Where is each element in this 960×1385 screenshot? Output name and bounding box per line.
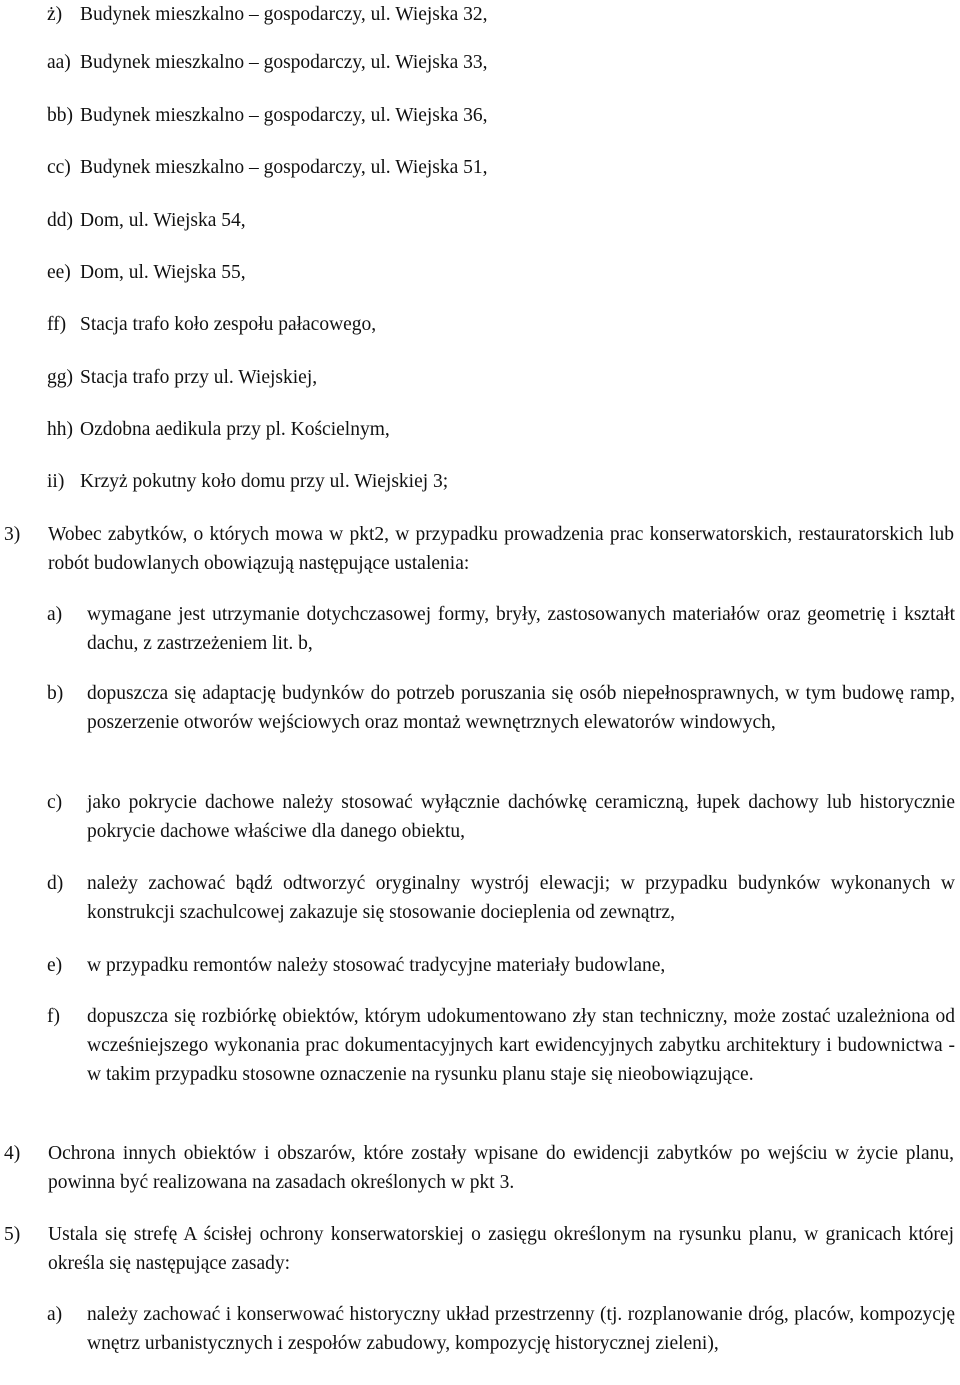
paragraph-number: 4) (4, 1143, 21, 1164)
list-item (47, 363, 317, 392)
list-item (47, 153, 488, 182)
list-item-text: Dom, ul. Wiejska 54, (80, 210, 246, 231)
list-item-text: Stacja trafo przy ul. Wiejskiej, (80, 367, 318, 388)
list-item-label: bb) (47, 105, 73, 126)
sub-item-text: dopuszcza się rozbiórkę obiektów, którym udokumentowano zły stan techniczny, może zostać uzależniona od wcześniejszego wykonania prac dokumentacyjnych kart ewidencyjnych zabytku architektury i budownictwa - w takim przypadku stosowne oznaczenie na rysunku planu staje się nieobowiązujące. (87, 1006, 955, 1085)
list-item (47, 310, 376, 339)
list-item (47, 415, 390, 444)
sub-item-label: d) (47, 873, 64, 894)
list-item-text: Budynek mieszkalno – gospodarczy, ul. Wiejska 36, (80, 105, 488, 126)
sub-item-label: a) (47, 1304, 63, 1325)
sub-item-text: należy zachować i konserwować historyczny układ przestrzenny (tj. rozplanowanie dróg, placów, kompozycję wnętrz urbanistycznych i zespołów zabudowy, kompozycję historycznej zieleni), (87, 1304, 955, 1354)
sub-item-e (47, 951, 955, 980)
sub-item-d (47, 869, 955, 927)
list-item-text: Dom, ul. Wiejska 55, (80, 262, 246, 283)
list-item (47, 48, 488, 77)
list-item-text: Ozdobna aedikula przy pl. Kościelnym, (80, 419, 390, 440)
list-item-text: Budynek mieszkalno – gospodarczy, ul. Wiejska 33, (80, 52, 488, 73)
list-item-text: Budynek mieszkalno – gospodarczy, ul. Wiejska 32, (80, 4, 488, 25)
sub-item-label: c) (47, 792, 63, 813)
list-item (47, 258, 246, 287)
list-item-label: gg) (47, 367, 73, 388)
list-item-text: Krzyż pokutny koło domu przy ul. Wiejskiej 3; (80, 471, 449, 492)
sub-item-text: dopuszcza się adaptację budynków do potrzeb poruszania się osób niepełnosprawnych, w tym budowę ramp, poszerzenie otworów wejściowych oraz montaż wewnętrznych elewatorów windowych, (87, 683, 955, 733)
list-item-label: ee) (47, 262, 71, 283)
list-item-label: cc) (47, 157, 71, 178)
sub-item-a (47, 1300, 955, 1358)
sub-item-label: a) (47, 604, 63, 625)
paragraph-number: 3) (4, 524, 21, 545)
paragraph-text: Ustala się strefę A ścisłej ochrony konserwatorskiej o zasięgu określonym na rysunku planu, w granicach której określa się następujące zasady: (48, 1224, 954, 1274)
sub-item-a (47, 600, 955, 658)
sub-item-text: jako pokrycie dachowe należy stosować wyłącznie dachówkę ceramiczną, łupek dachowy lub historycznie pokrycie dachowe właściwe dla danego obiektu, (87, 792, 955, 842)
list-item-label: aa) (47, 52, 71, 73)
sub-item-label: e) (47, 955, 63, 976)
list-item (47, 467, 448, 496)
numbered-paragraph-5 (4, 1220, 954, 1278)
list-item-text: Stacja trafo koło zespołu pałacowego, (80, 314, 377, 335)
list-item-label: ff) (47, 314, 67, 335)
list-item (47, 206, 246, 235)
sub-item-c (47, 788, 955, 846)
list-item (47, 101, 488, 130)
paragraph-text: Wobec zabytków, o których mowa w pkt2, w przypadku prowadzenia prac konserwatorskich, restauratorskich lub robót budowlanych obowiązują następujące ustalenia: (48, 524, 954, 574)
sub-item-f (47, 1002, 955, 1089)
sub-item-text: należy zachować bądź odtworzyć oryginalny wystrój elewacji; w przypadku budynków wykonanych w konstrukcji szachulcowej zakazuje się stosowanie docieplenia od zewnątrz, (87, 873, 955, 923)
list-item-label: ii) (47, 471, 65, 492)
numbered-paragraph-4 (4, 1139, 954, 1197)
sub-item-label: f) (47, 1006, 60, 1027)
sub-item-text: wymagane jest utrzymanie dotychczasowej formy, bryły, zastosowanych materiałów oraz geometrię i kształt dachu, z zastrzeżeniem lit. b, (87, 604, 955, 654)
list-item (47, 0, 488, 29)
paragraph-text: Ochrona innych obiektów i obszarów, które zostały wpisane do ewidencji zabytków po wejściu w życie planu, powinna być realizowana na zasadach określonych w pkt 3. (48, 1143, 954, 1193)
sub-item-b (47, 679, 955, 737)
paragraph-number: 5) (4, 1224, 21, 1245)
sub-item-label: b) (47, 683, 64, 704)
list-item-label: ż) (47, 4, 63, 25)
numbered-paragraph-3 (4, 520, 954, 578)
list-item-label: dd) (47, 210, 73, 231)
sub-item-text: w przypadku remontów należy stosować tradycyjne materiały budowlane, (87, 955, 666, 976)
list-item-label: hh) (47, 419, 73, 440)
list-item-text: Budynek mieszkalno – gospodarczy, ul. Wiejska 51, (80, 157, 488, 178)
